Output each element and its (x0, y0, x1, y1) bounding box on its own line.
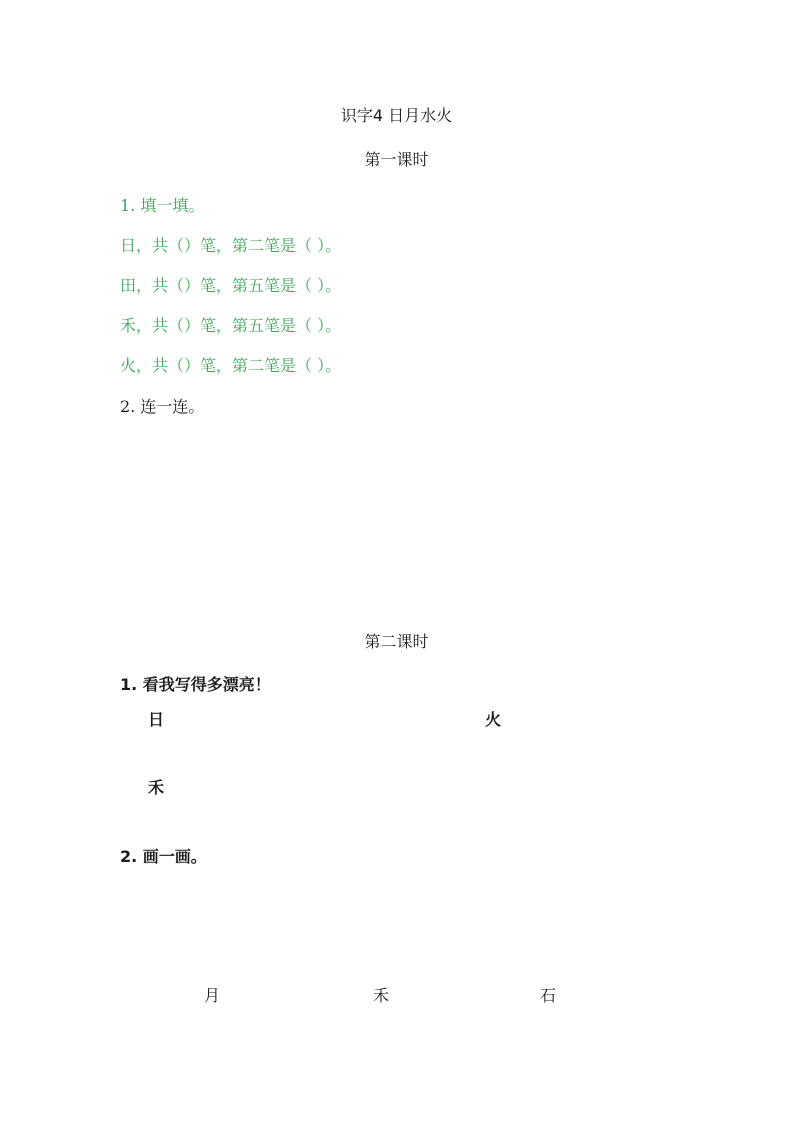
lesson2-heading: 第二课时 (364, 632, 429, 651)
write-char-ri: 日 (148, 710, 165, 729)
fill-item-4: 火，共（）笔，第二笔是（ ）。 (120, 356, 342, 375)
fill-item-3: 禾，共（）笔，第五笔是（ ）。 (120, 316, 342, 335)
lesson2-q1-title: 1. 看我写得多漂亮！ (120, 675, 271, 694)
write-char-huo: 火 (485, 710, 502, 729)
fill-item-2: 田，共（）笔，第五笔是（ ）。 (120, 276, 342, 295)
lesson1-heading: 第一课时 (364, 150, 429, 169)
lesson1-q2-title: 2. 连一连。 (120, 397, 205, 416)
draw-char-he: 禾 (373, 986, 390, 1005)
page-title: 识字4 日月水火 (340, 106, 453, 125)
draw-char-yue: 月 (204, 986, 221, 1005)
lesson1-q1-title: 1. 填一填。 (120, 196, 205, 215)
write-char-he: 禾 (148, 778, 165, 797)
lesson2-q2-title: 2. 画一画。 (120, 847, 207, 866)
draw-char-shi: 石 (540, 986, 557, 1005)
fill-item-1: 日，共（）笔，第二笔是（ ）。 (120, 236, 342, 255)
